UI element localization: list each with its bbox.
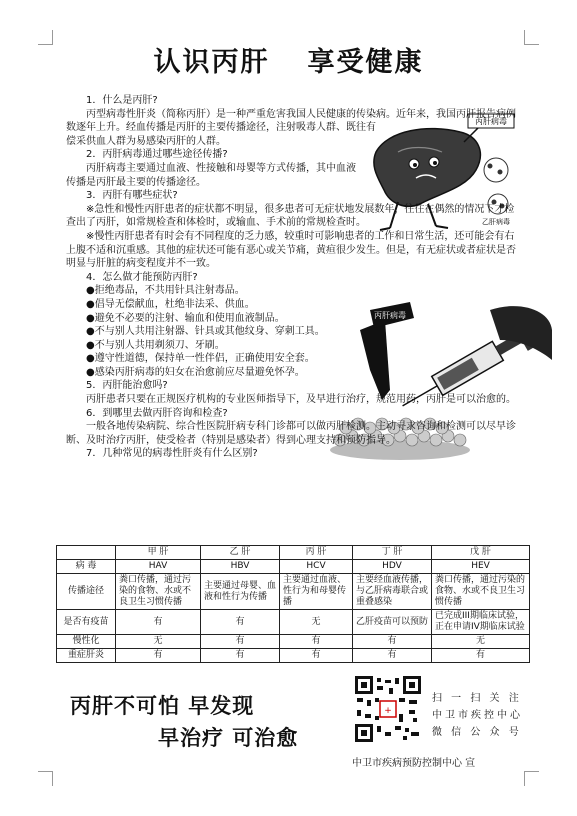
- table-cell: 有: [201, 610, 280, 635]
- table-cell: 粪口传播，通过污染的食物、水或不良卫生习惯传播: [116, 574, 201, 610]
- table-row: [57, 574, 530, 610]
- section-6-text: 一般各地传染病院、综合性医院肝病专科门诊都可以做丙肝检测。主动寻求咨询和检测可以尽早诊断、及时治疗丙肝，使受检者（特别是感染者）得到心理支持和预防指导。: [66, 421, 516, 446]
- table-cell: 病 毒: [57, 560, 116, 574]
- table-cell: 乙肝疫苗可以预防: [353, 610, 432, 635]
- section-4-heading: 4．怎么做才能预防丙肝?: [86, 271, 198, 283]
- table-cell: HBV: [201, 560, 280, 574]
- table-row: [57, 560, 530, 574]
- table-cell: 主要通过血液、性行为和母婴传播: [280, 574, 353, 610]
- table-cell: 有: [116, 649, 201, 663]
- table-cell: 有: [280, 649, 353, 663]
- table-cell: 重症肝炎: [57, 649, 116, 663]
- section-7-heading: 7．几种常见的病毒性肝炎有什么区别?: [86, 448, 258, 460]
- section-1-heading: 1．什么是丙肝?: [86, 95, 158, 106]
- table-cell: 已完成III期临床试验，正在申请IV期临床试验: [432, 610, 530, 635]
- table-header-cell: 甲 肝: [116, 546, 201, 560]
- table-cell: 有: [432, 649, 530, 663]
- section-2-text: 丙肝病毒主要通过血液、性接触和母婴等方式传播，其中血液传播是丙肝最主要的传播途径。: [66, 162, 356, 188]
- table-row: [57, 649, 530, 663]
- prevention-list: [66, 284, 366, 379]
- qr-caption-line: 扫 一 扫 关 注: [432, 693, 522, 704]
- table-cell: 无: [432, 635, 530, 649]
- prevention-item: ●不与别人共用注射器、针具或其他纹身、穿刺工具。: [86, 326, 325, 338]
- table-cell: 主要经血液传播，与乙肝病毒联合或重叠感染: [353, 574, 432, 610]
- table-cell: HEV: [432, 560, 530, 574]
- table-cell: 无: [280, 610, 353, 635]
- section-5-heading: 5．丙肝能治愈吗?: [86, 380, 168, 392]
- table-cell: 有: [280, 635, 353, 649]
- title-part2: 享受健康: [307, 47, 424, 78]
- section-6-heading: 6．到哪里去做丙肝咨询和检查?: [86, 407, 228, 419]
- table-cell: 主要通过母婴、血液和性行为传播: [201, 574, 280, 610]
- syringe-label: 丙肝病毒: [374, 311, 406, 320]
- section-1-text-tail: 偿采供血人群为易感染丙肝的人群。: [66, 135, 226, 147]
- slogan-line-1: 丙肝不可怕 早发现: [70, 694, 255, 718]
- liver-virus-label: 乙肝病毒: [482, 218, 510, 226]
- table-cell: 传播途径: [57, 574, 116, 610]
- section-1-text: 丙型病毒性肝炎（简称丙肝）是一种严重危害我国人民健康的传染病。近年来，我国丙肝报告病例数逐年上升。经血传播是丙肝的主要传播途径，注射吸毒人群、既往有: [66, 108, 516, 134]
- table-header-cell: 丙 肝: [280, 546, 353, 560]
- hepatitis-comparison-table: [56, 545, 530, 663]
- table-header-cell: 戊 肝: [432, 546, 530, 560]
- table-cell: 有: [353, 649, 432, 663]
- table-cell: 粪口传播，通过污染的食物、水或不良卫生习惯传播: [432, 574, 530, 610]
- prevention-item: ●感染丙肝病毒的妇女在治愈前应尽量避免怀孕。: [86, 366, 305, 378]
- table-cell: HAV: [116, 560, 201, 574]
- qr-caption-line: 微 信 公 众 号: [432, 727, 522, 738]
- prevention-item: ●倡导无偿献血，杜绝非法采、供血。: [86, 298, 255, 310]
- table-cell: 有: [201, 635, 280, 649]
- table-header-row: [57, 546, 530, 560]
- table-cell: 有: [201, 649, 280, 663]
- slogan-line-2: 早治疗 可治愈: [158, 726, 299, 750]
- table-cell: HCV: [280, 560, 353, 574]
- qr-caption: [432, 690, 523, 741]
- section-3-text-1: ※急性和慢性丙肝患者的症状都不明显，很多患者可无症状地发展数年，往往在偶然的情况下才检查出了丙肝，如常规检查和体检时，或输血、手术前的常规检查时。: [66, 203, 515, 229]
- table-header-cell: 丁 肝: [353, 546, 432, 560]
- prevention-item: ●遵守性道德，保持单一性伴侣，正确使用安全套。: [86, 353, 315, 365]
- table-cell: 无: [116, 635, 201, 649]
- crop-mark: [38, 771, 53, 786]
- table-row: [57, 610, 530, 635]
- qr-caption-line: 中卫市疾控中心: [432, 710, 523, 721]
- table-header-cell: 乙 肝: [201, 546, 280, 560]
- liver-sign-text: 丙肝病毒: [475, 117, 507, 126]
- table-cell: 慢性化: [57, 635, 116, 649]
- section-3-heading: 3．丙肝有哪些症状?: [86, 190, 178, 202]
- crop-mark: [524, 771, 539, 786]
- footer-issuer: 中卫市疾病预防控制中心 宣: [352, 758, 476, 769]
- table-cell: HDV: [353, 560, 432, 574]
- prevention-item: ●不与别人共用剃须刀、牙刷。: [86, 339, 225, 351]
- section-5-text: 丙肝患者只要在正规医疗机构的专业医师指导下，及早进行治疗，规范用药，丙肝是可以治愈的。: [86, 394, 516, 406]
- title-part1: 认识丙肝: [153, 47, 270, 78]
- section-3-text-2: ※慢性丙肝患者有时会有不同程度的乏力感，较重时可影响患者的工作和日常生活，还可能会有右上腹不适和沉重感。其他的症状还可能有恶心或关节痛，黄疸很少发生。但是，有无症状或者症状是否明显与肝脏的病变程度并不一致。: [66, 230, 516, 270]
- section-2-heading: 2．丙肝病毒通过哪些途径传播?: [86, 149, 228, 161]
- table-cell: 有: [116, 610, 201, 635]
- svg-text:+: +: [384, 706, 392, 716]
- table-cell: 是否有疫苗: [57, 610, 116, 635]
- prevention-item: ●避免不必要的注射、输血和使用血液制品。: [86, 312, 285, 324]
- table-cell: 有: [353, 635, 432, 649]
- content: [66, 94, 524, 461]
- prevention-item: ●拒绝毒品，不共用针具注射毒品。: [86, 285, 245, 297]
- table-row: [57, 635, 530, 649]
- page-title: [0, 40, 577, 79]
- qr-code[interactable]: [355, 676, 421, 742]
- table-header-cell: [57, 546, 116, 560]
